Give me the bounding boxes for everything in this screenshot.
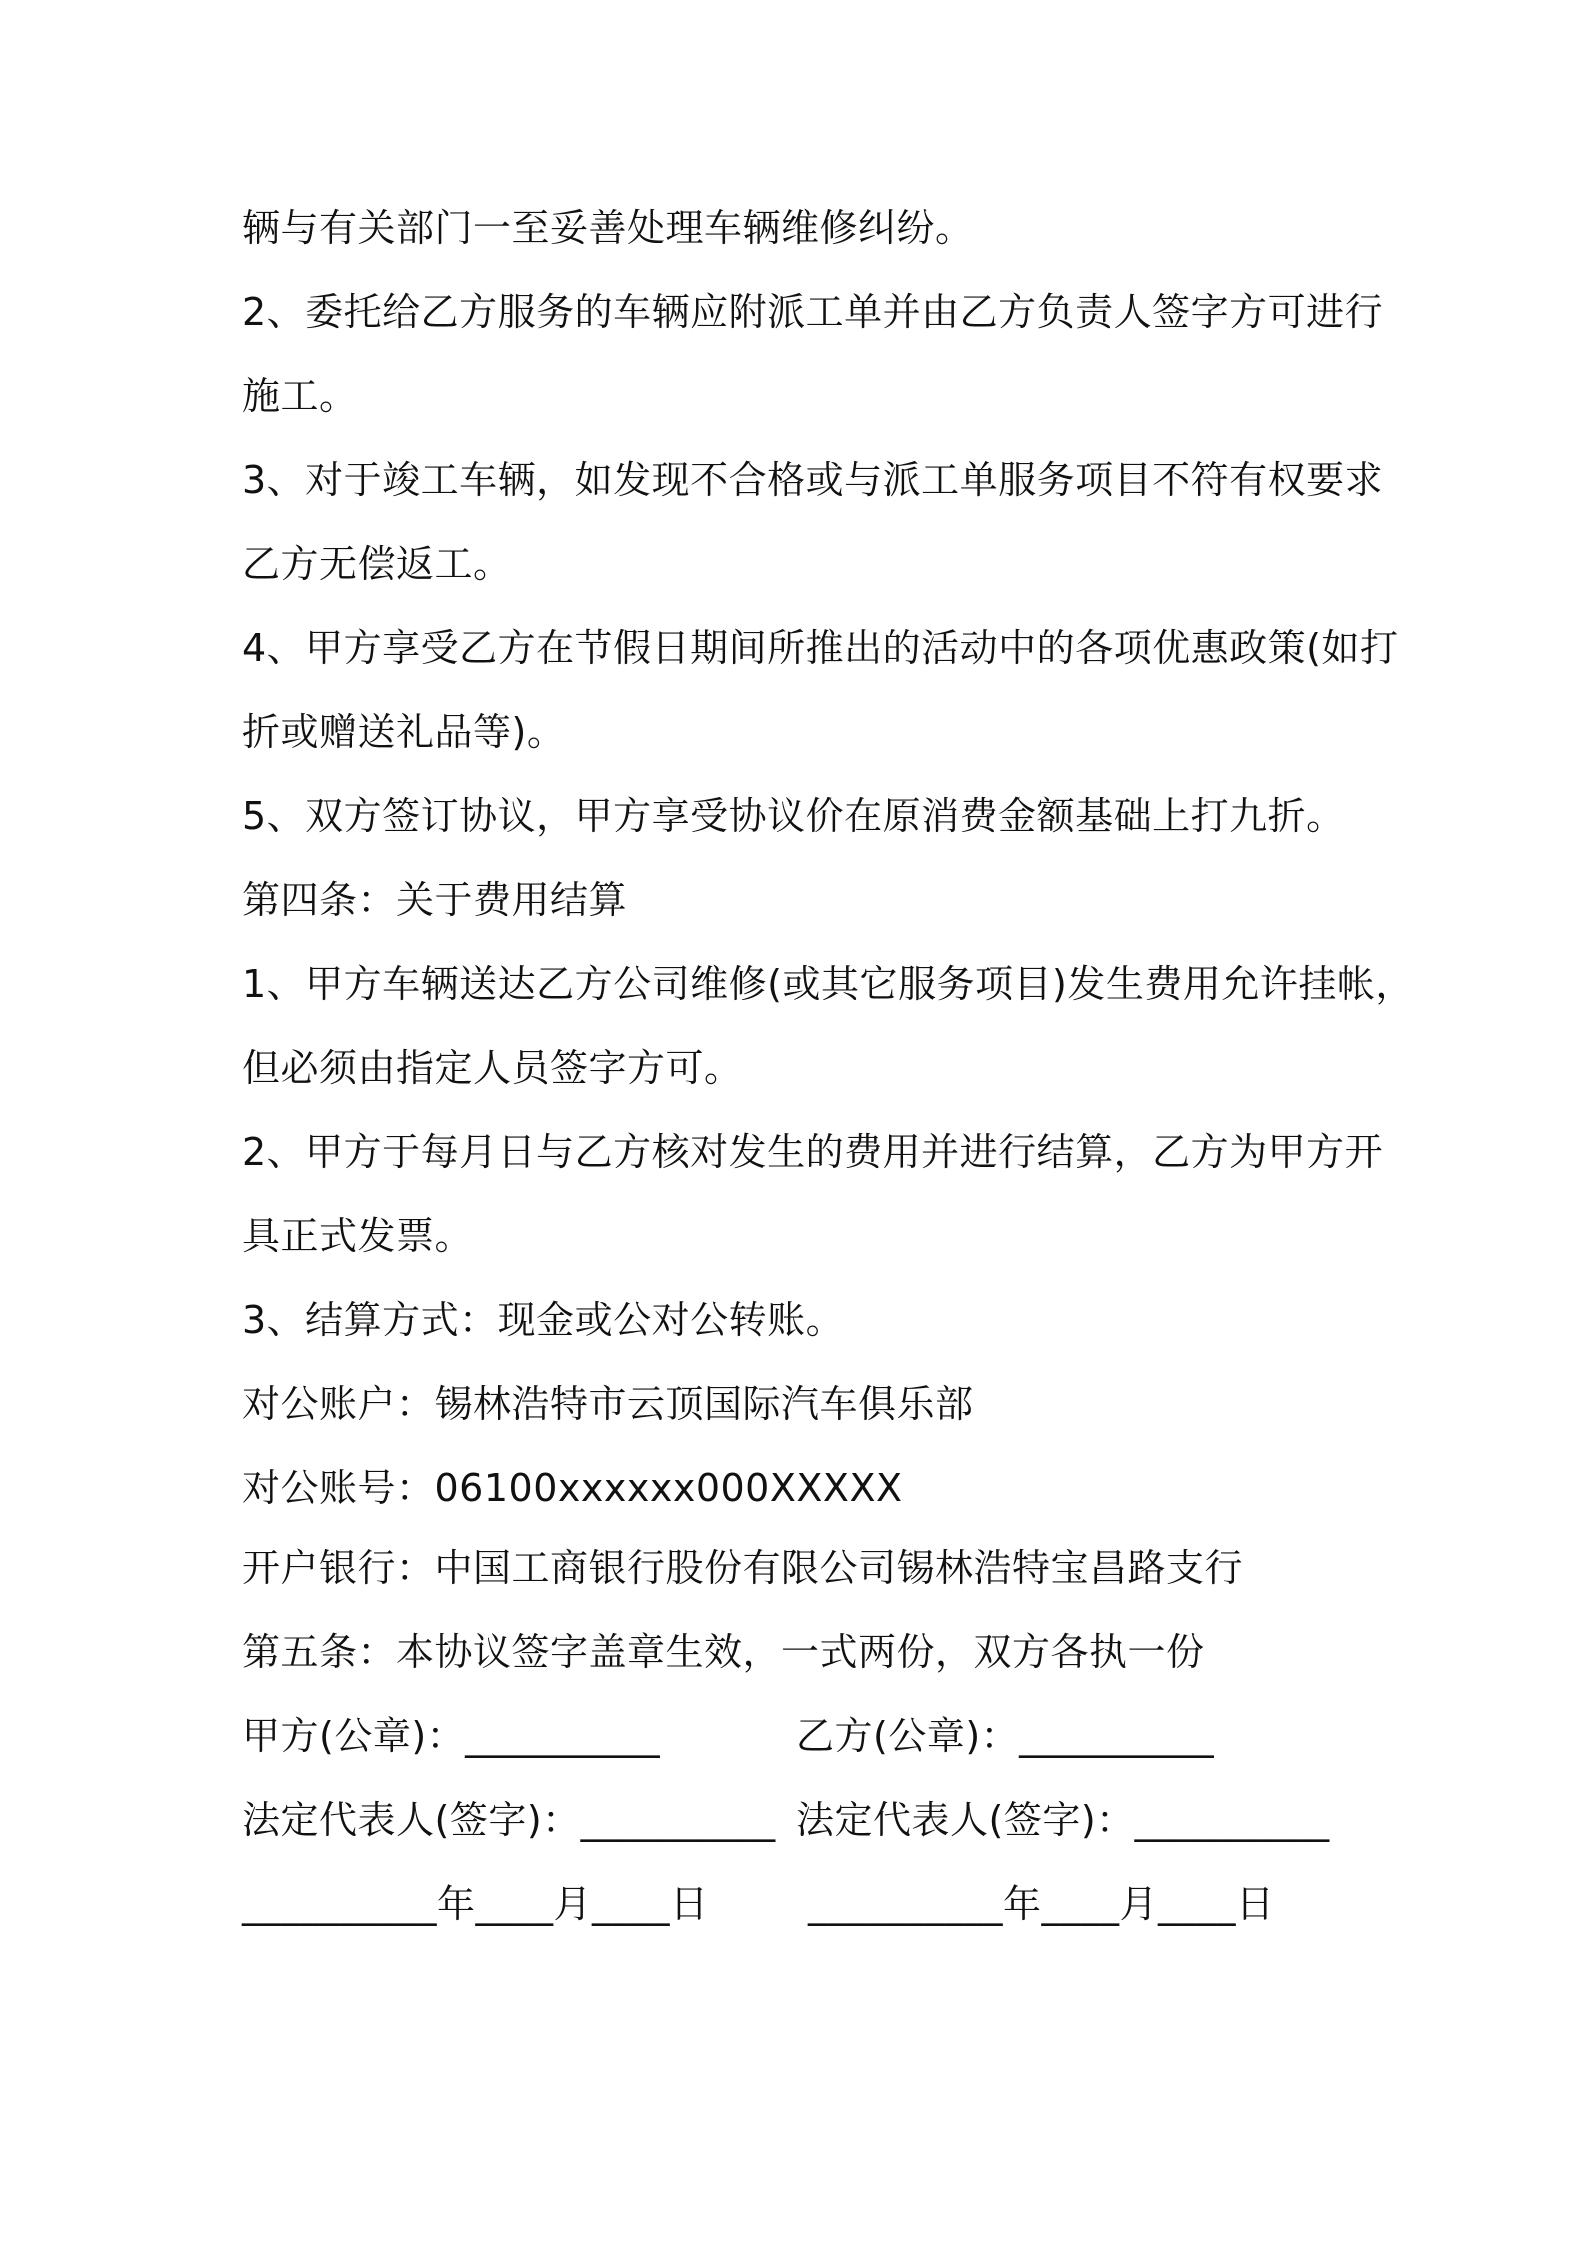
- article-4-heading: 第四条：关于费用结算: [242, 878, 628, 922]
- party-b-seal: 乙方(公章)：__________: [796, 1714, 1215, 1758]
- party-b-date: __________年____月____日: [808, 1882, 1275, 1926]
- party-a-date: __________年____月____日: [242, 1882, 709, 1926]
- clause-4-1: 1、甲方车辆送达乙方公司维修(或其它服务项目)发生费用允许挂帐，: [242, 962, 1414, 1006]
- clause-3-3: 3、对于竣工车辆，如发现不合格或与派工单服务项目不符有权要求: [242, 458, 1384, 502]
- clause-3-4-cont: 折或赠送礼品等)。: [242, 710, 566, 754]
- party-a-seal: 甲方(公章)：__________: [242, 1714, 661, 1758]
- clause-4-3: 3、结算方式：现金或公对公转账。: [242, 1298, 845, 1342]
- clause-4-2: 2、甲方于每月日与乙方核对发生的费用并进行结算，乙方为甲方开: [242, 1130, 1384, 1174]
- text-line-1: 辆与有关部门一至妥善处理车辆维修纠纷。: [242, 206, 974, 250]
- clause-3-4: 4、甲方享受乙方在节假日期间所推出的活动中的各项优惠政策(如打: [242, 626, 1399, 670]
- article-5: 第五条：本协议签字盖章生效，一式两份，双方各执一份: [242, 1630, 1205, 1674]
- clause-3-3-cont: 乙方无偿返工。: [242, 542, 512, 586]
- party-a-legal-rep: 法定代表人(签字)：__________: [242, 1798, 776, 1842]
- account-name: 对公账户：锡林浩特市云顶国际汽车俱乐部: [242, 1382, 974, 1426]
- clause-3-2: 2、委托给乙方服务的车辆应附派工单并由乙方负责人签字方可进行: [242, 290, 1384, 334]
- account-number: 对公账号：06100xxxxxx000XXXXX: [242, 1466, 903, 1510]
- party-b-legal-rep: 法定代表人(签字)：__________: [796, 1798, 1330, 1842]
- clause-4-1-cont: 但必须由指定人员签字方可。: [242, 1046, 743, 1090]
- clause-3-2-cont: 施工。: [242, 374, 358, 418]
- clause-4-2-cont: 具正式发票。: [242, 1214, 474, 1258]
- bank-name: 开户银行：中国工商银行股份有限公司锡林浩特宝昌路支行: [242, 1546, 1244, 1590]
- clause-3-5: 5、双方签订协议，甲方享受协议价在原消费金额基础上打九折。: [242, 794, 1345, 838]
